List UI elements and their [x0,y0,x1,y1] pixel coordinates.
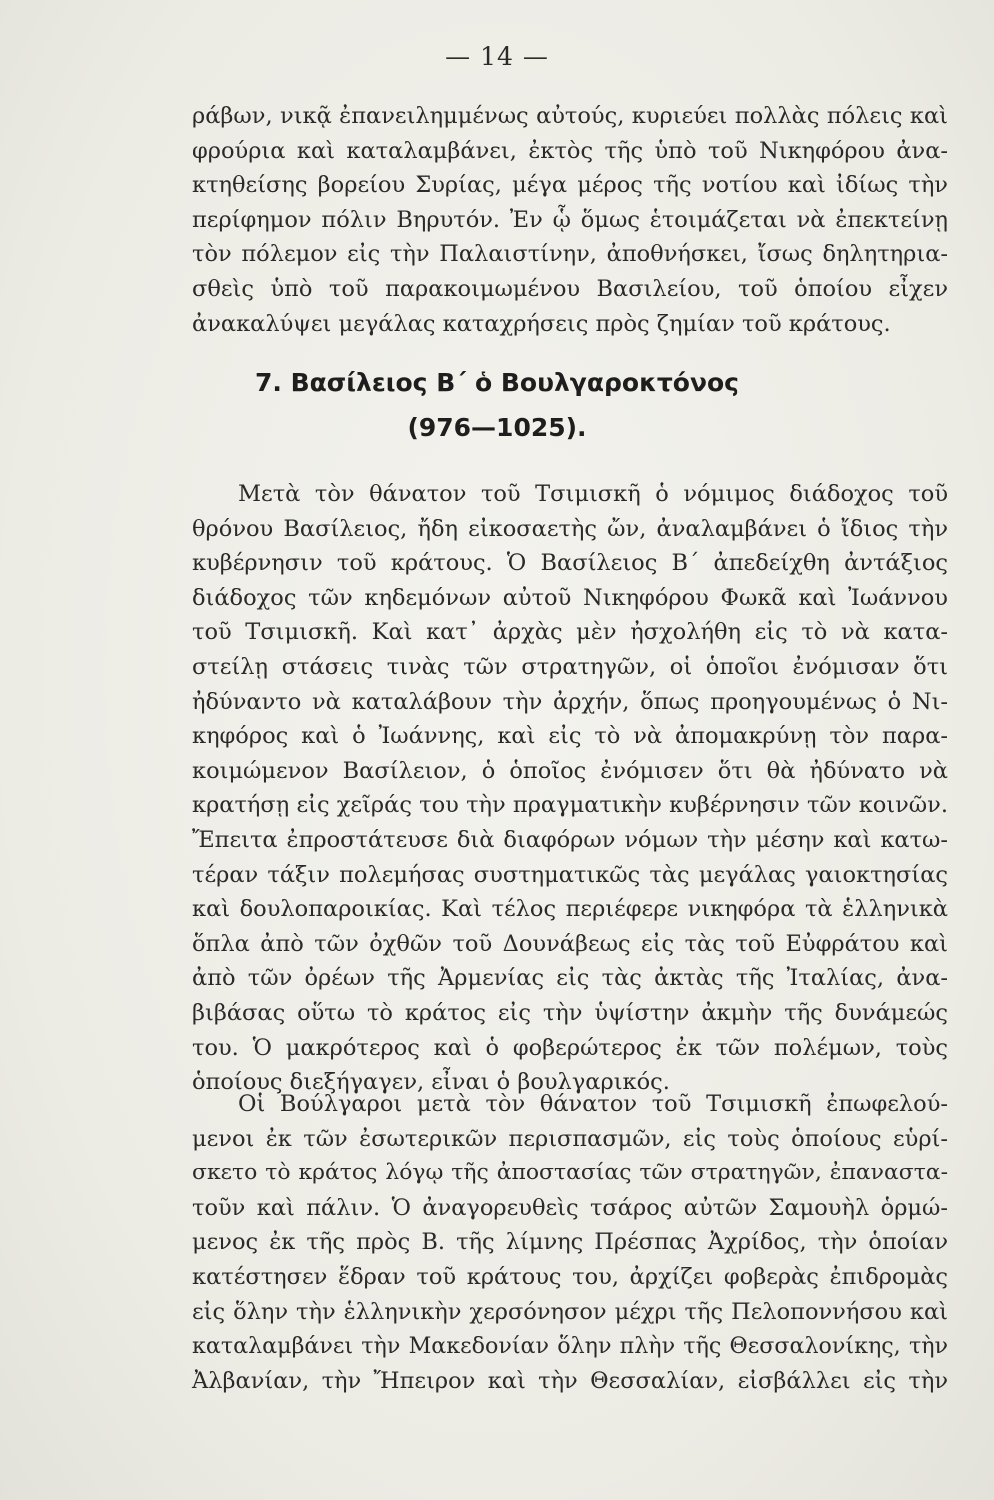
text-line: καταλαμβάνει τὴν Μακεδονίαν ὅλην πλὴν τῆς Θεσσαλονίκης, τὴν [192,1333,948,1360]
text-line: Οἱ Βούλγαροι μετὰ τὸν θάνατον τοῦ Τσιμισκῆ ἐπωφελού- [238,1091,948,1117]
text-line: φρούρια καὶ καταλαμβάνει, ἐκτὸς τῆς ὑπὸ τοῦ Νικηφόρου ἀνα- [192,137,948,164]
text-line: βιβάσας οὕτω τὸ κράτος εἰς τὴν ὑψίστην ἀκμὴν τῆς δυνάμεώς [192,999,948,1026]
text-line: ἀνακαλύψει μεγάλας καταχρήσεις πρὸς ζημίαν τοῦ κράτους. [192,310,891,337]
text-line: ὁποίους διεξήγαγεν, εἶναι ὁ βουλγαρικός. [192,1069,670,1096]
text-line: περίφημον πόλιν Βηρυτόν. Ἐν ᾧ ὅμως ἑτοιμάζεται νὰ ἐπεκτείνῃ [192,206,948,233]
text-line: ἠδύναντο νὰ καταλάβουν τὴν ἀρχήν, ὅπως προηγουμένως ὁ Νι- [192,688,948,715]
text-line: του. Ὁ μακρότερος καὶ ὁ φοβερώτερος ἐκ τῶν πολέμων, τοὺς [192,1034,948,1061]
page-number: — 14 — [445,42,549,71]
text-line: ὅπλα ἀπὸ τῶν ὀχθῶν τοῦ Δουνάβεως εἰς τὰς τοῦ Εὐφράτου καὶ [192,930,948,957]
text-line: σθεὶς ὑπὸ τοῦ παρακοιμωμένου Βασιλείου, τοῦ ὁποίου εἶχεν [192,275,948,302]
section-heading-title: 7. Βασίλειος Β΄ ὁ Βουλγαροκτόνος [254,368,739,397]
section-heading-dates: (976—1025). [407,413,587,442]
text-line: διάδοχος τῶν κηδεμόνων αὐτοῦ Νικηφόρου Φωκᾶ καὶ Ἰωάννου [192,584,948,611]
text-line: τὸν πόλεμον εἰς τὴν Παλαιστίνην, ἀποθνήσκει, ἴσως δηλητηρια- [192,241,948,268]
text-line: ράβων, νικᾷ ἐπανειλημμένως αὐτούς, κυριεύει πολλὰς πόλεις καὶ [192,103,948,129]
text-line: κτηθείσης βορείου Συρίας, μέγα μέρος τῆς νοτίου καὶ ἰδίως τὴν [192,172,948,199]
text-line: κοιμώμενον Βασίλειον, ὁ ὁποῖος ἐνόμισεν ὅτι θὰ ἠδύνατο νὰ [192,757,948,784]
text-line: εἰς ὅλην τὴν ἑλληνικὴν χερσόνησον μέχρι τῆς Πελοποννήσου καὶ [192,1298,948,1325]
text-line: κατέστησεν ἕδραν τοῦ κράτους του, ἀρχίζει φοβερὰς ἐπιδρομὰς [192,1263,948,1290]
text-line: στείλῃ στάσεις τινὰς τῶν στρατηγῶν, οἱ ὁποῖοι ἐνόμισαν ὅτι [192,653,948,680]
text-line: κηφόρος καὶ ὁ Ἰωάννης, καὶ εἰς τὸ νὰ ἀπομακρύνῃ τὸν παρα- [192,723,948,750]
text-line: κυβέρνησιν τοῦ κράτους. Ὁ Βασίλειος Β΄ ἀπεδείχθη ἀντάξιος [192,550,948,577]
text-line: Μετὰ τὸν θάνατον τοῦ Τσιμισκῆ ὁ νόμιμος διάδοχος τοῦ [238,481,948,507]
paragraph-bulgarian-war [192,1087,948,1398]
paragraph-continuation [192,99,948,341]
text-line: καὶ δουλοπαροικίας. Καὶ τέλος περιέφερε νικηφόρα τὰ ἑλληνικὰ [192,896,948,923]
text-line: τοῦ Τσιμισκῆ. Καὶ κατ᾽ ἀρχὰς μὲν ἠσχολήθη εἰς τὸ νὰ κατα- [192,619,948,646]
text-line: μενος ἐκ τῆς πρὸς Β. τῆς λίμνης Πρέσπας Ἀχρίδος, τὴν ὁποίαν [192,1229,948,1256]
text-line: Ἔπειτα ἐπροστάτευσε διὰ διαφόρων νόμων τὴν μέσην καὶ κατω- [192,826,948,853]
text-line: σκετο τὸ κράτος λόγῳ τῆς ἀποστασίας τῶν στρατηγῶν, ἐπαναστα- [192,1160,948,1186]
text-line: τέραν τάξιν πολεμήσας συστηματικῶς τὰς μεγάλας γαιοκτησίας [192,861,948,888]
text-line: θρόνου Βασίλειος, ἤδη εἰκοσαετὴς ὤν, ἀναλαμβάνει ὁ ἴδιος τὴν [192,515,948,542]
text-line: Ἀλβανίαν, τὴν Ἤπειρον καὶ τὴν Θεσσαλίαν, εἰσβάλλει εἰς τὴν [192,1367,948,1394]
text-line: τοῦν καὶ πάλιν. Ὁ ἀναγορευθεὶς τσάρος αὐτῶν Σαμουὴλ ὁρμώ- [192,1194,948,1221]
paragraph-basil-reign [192,477,948,1100]
text-line: ἀπὸ τῶν ὀρέων τῆς Ἀρμενίας εἰς τὰς ἀκτὰς τῆς Ἰταλίας, ἀνα- [192,965,948,992]
text-line: κρατήσῃ εἰς χεῖράς του τὴν πραγματικὴν κυβέρνησιν τῶν κοινῶν. [192,792,948,819]
text-line: μενοι ἐκ τῶν ἐσωτερικῶν περισπασμῶν, εἰς τοὺς ὁποίους εὑρί- [192,1125,948,1152]
